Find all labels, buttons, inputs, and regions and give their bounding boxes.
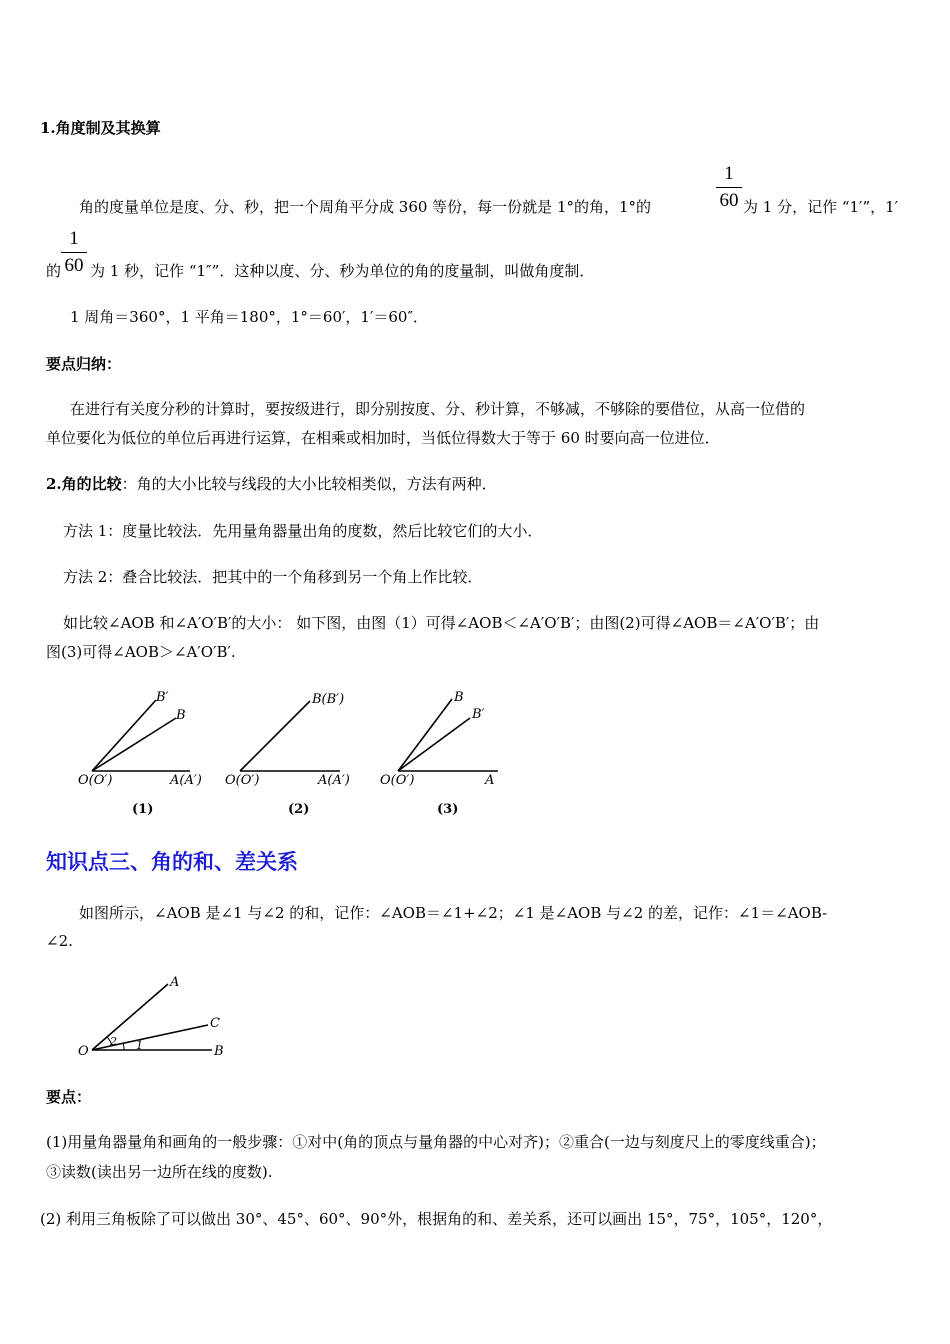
fraction-bar: [716, 187, 742, 188]
label-b-prime: B′: [156, 690, 169, 705]
method2-text: 方法 2：叠合比较法．把其中的一个角移到另一个角上作比较．: [63, 568, 483, 586]
method1-text: 方法 1：度量比较法．先用量角器量出角的度数，然后比较它们的大小．: [63, 522, 543, 540]
label-b: B: [214, 1044, 224, 1059]
label-b: B(B′): [312, 692, 345, 707]
section1-line2-a: 的: [46, 262, 62, 280]
figure-caption: (3): [437, 802, 459, 817]
label-angle2: 2: [110, 1035, 117, 1048]
label-angle1: 1: [136, 1039, 143, 1052]
label-o: O(O′): [225, 773, 260, 788]
label-a: A(A′): [170, 773, 202, 788]
key-point1-line1: (1)用量角器量角和画角的一般步骤：①对中(角的顶点与量角器的中心对齐)；②重合(一边与刻度尺上的零度线重合)；: [46, 1133, 826, 1151]
summary-heading: 要点归纳：: [46, 355, 122, 373]
angle-sum-figure: [76, 968, 236, 1068]
ray-ob: [92, 718, 176, 771]
label-b: B: [176, 708, 186, 723]
key-points-heading: 要点：: [46, 1088, 92, 1106]
ray-ob-prime: [92, 700, 156, 771]
section2-intro: ：角的大小比较与线段的大小比较相类似，方法有两种．: [121, 475, 497, 493]
label-o: O: [78, 1044, 89, 1059]
fraction-one-sixtieth: [716, 164, 742, 211]
fraction-denominator: 60: [64, 255, 84, 276]
ray-ob: [240, 701, 310, 771]
figure-3: [380, 690, 498, 817]
angle-comparison-figures: [70, 685, 510, 820]
figure-caption: (2): [288, 802, 310, 817]
example-line1: 如比较∠AOB 和∠A′O′B′的大小： 如下图，由图（1）可得∠AOB＜∠A′O′B′；由图(2)可得∠AOB＝∠A′O′B′；由: [63, 614, 820, 632]
fraction-numerator: 1: [69, 228, 79, 249]
ray-oa: [92, 984, 168, 1050]
label-o: O(O′): [78, 773, 113, 788]
ray-ob-prime: [398, 718, 470, 771]
summary-line2: 单位要化为低位的单位后再进行运算，在相乘或相加时，当低位得数大于等于 60 时要向高一位进位．: [46, 429, 720, 447]
example-line2: 图(3)可得∠AOB＞∠A′O′B′.: [46, 643, 236, 661]
key-point2-line1: (2) 利用三角板除了可以做出 30°、45°、60°、90°外，根据角的和、差关系，还可以画出 15°，75°，105°，120°，: [40, 1210, 833, 1228]
section1-line1-b: 为 1 分，记作 “1′”，1′: [743, 198, 899, 216]
label-a: A(A′): [318, 773, 350, 788]
fraction-denominator: 60: [719, 190, 739, 211]
label-a: A: [485, 773, 495, 788]
summary-line1: 在进行有关度分秒的计算时，要按级进行，即分别按度、分、秒计算，不够减，不够除的要借位，从高一位借的: [70, 400, 806, 418]
key-point1-line2: ③读数(读出另一边所在线的度数).: [46, 1163, 273, 1181]
section2-heading: 2.角的比较: [46, 475, 122, 493]
fraction-one-sixtieth-2: [61, 229, 87, 276]
section1-line1-a: 角的度量单位是度、分、秒，把一个周角平分成 360 等份，每一份就是 1°的角，1°的: [79, 198, 652, 216]
label-c: C: [210, 1016, 220, 1031]
knowledge3-line1: 如图所示，∠AOB 是∠1 与∠2 的和，记作：∠AOB＝∠1+∠2；∠1 是∠AOB 与∠2 的差，记作：∠1＝∠AOB-: [79, 904, 828, 922]
fraction-bar: [61, 252, 87, 253]
ray-ob: [398, 699, 452, 771]
figure-2: [225, 692, 350, 817]
angle1-arc: [123, 1043, 124, 1050]
figure-1: [78, 690, 202, 817]
figure-caption: (1): [132, 802, 154, 817]
knowledge3-line2: ∠2.: [46, 932, 73, 950]
knowledge-point3-heading: 知识点三、角的和、差关系: [46, 850, 298, 874]
section1-heading: 1.角度制及其换算: [40, 119, 161, 137]
label-b: B: [454, 690, 464, 705]
section2-heading-line: [46, 473, 497, 494]
section1-line2-b: 为 1 秒，记作 “1″”．这种以度、分、秒为单位的角的度量制，叫做角度制．: [90, 262, 595, 280]
label-o: O(O′): [380, 773, 415, 788]
label-b-prime: B′: [472, 707, 485, 722]
conversion-line: 1 周角＝360°，1 平角＝180°，1°＝60′，1′＝60″．: [70, 308, 429, 326]
label-a: A: [170, 975, 180, 990]
fraction-numerator: 1: [724, 163, 734, 184]
